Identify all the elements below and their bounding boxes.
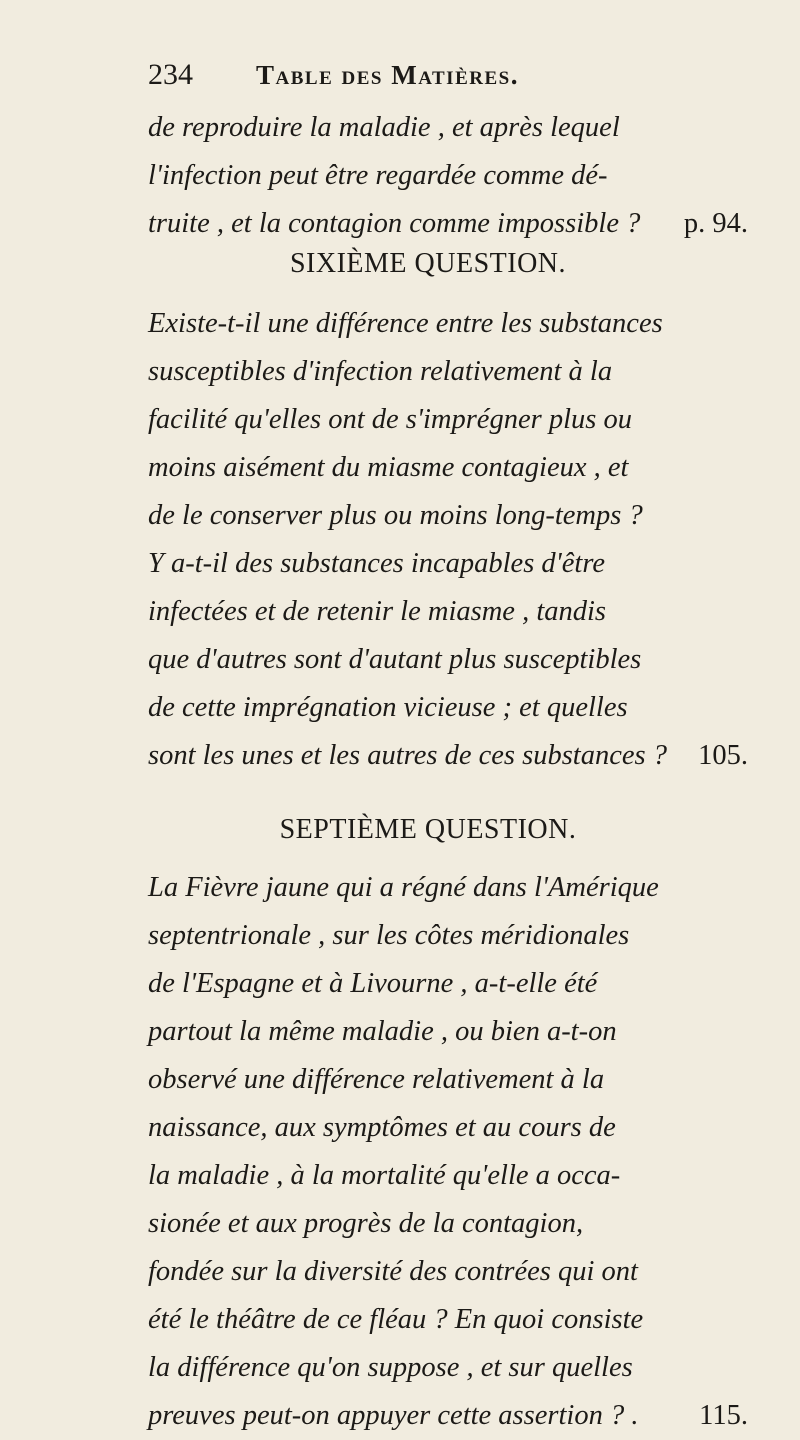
page-number: 234 [148,58,193,91]
entry-line: Y a-t-il des substances incapables d'être [148,548,606,579]
entry-line: de cette imprégnation vicieuse ; et quelles [148,692,628,723]
page-header [148,58,708,98]
entry-line [148,1392,748,1440]
toc-entry-3 [148,864,748,1440]
entry-line: facilité qu'elles ont de s'imprégner plus ou [148,404,632,435]
entry-line: moins aisément du miasme contagieux , et [148,452,629,483]
entry-line: la différence qu'on suppose , et sur quelles [148,1352,633,1383]
entry-line: la maladie , à la mortalité qu'elle a occa- [148,1160,621,1191]
entry-line: l'infection peut être regardée comme dé- [148,160,608,191]
page-reference: 105. [698,740,748,771]
entry-line: La Fièvre jaune qui a régné dans l'Amérique [148,872,659,903]
entry-line: que d'autres sont d'autant plus susceptibles [148,644,642,675]
page-reference: 115. [699,1400,748,1431]
entry-line-text: truite , et la contagion comme impossible ? [148,208,641,239]
entry-line: partout la même maladie , ou bien a-t-on [148,1016,617,1047]
entry-line: naissance, aux symptômes et au cours de [148,1112,616,1143]
toc-entry-2 [148,300,748,780]
page-reference: p. 94. [683,208,748,239]
section-heading-sixth-question: SIXIÈME QUESTION. [289,248,567,279]
entry-line-text: sont les unes et les autres de ces substances ? [148,740,667,771]
entry-line: fondée sur la diversité des contrées qui ont [148,1256,638,1287]
toc-entry-1 [148,104,748,248]
entry-line: susceptibles d'infection relativement à la [148,356,613,387]
section-heading-seventh-question: SEPTIÈME QUESTION. [279,814,577,845]
entry-line: sionée et aux progrès de la contagion, [148,1208,584,1239]
entry-line: de le conserver plus ou moins long-temps ? [148,500,643,531]
entry-line: de l'Espagne et à Livourne , a-t-elle été [148,968,598,999]
entry-line [148,200,748,248]
entry-line [148,732,748,780]
entry-line: infectées et de retenir le miasme , tandis [148,596,606,627]
entry-line: de reproduire la maladie , et après lequel [148,112,620,143]
entry-line-text: preuves peut-on appuyer cette assertion ? . [148,1400,639,1431]
entry-line: observé une différence relativement à la [148,1064,605,1095]
running-head: Table des Matières. [256,60,519,90]
entry-line: septentrionale , sur les côtes méridionales [148,920,630,951]
entry-line: Existe-t-il une différence entre les substances [148,308,663,339]
entry-line: été le théâtre de ce fléau ? En quoi consiste [148,1304,644,1335]
